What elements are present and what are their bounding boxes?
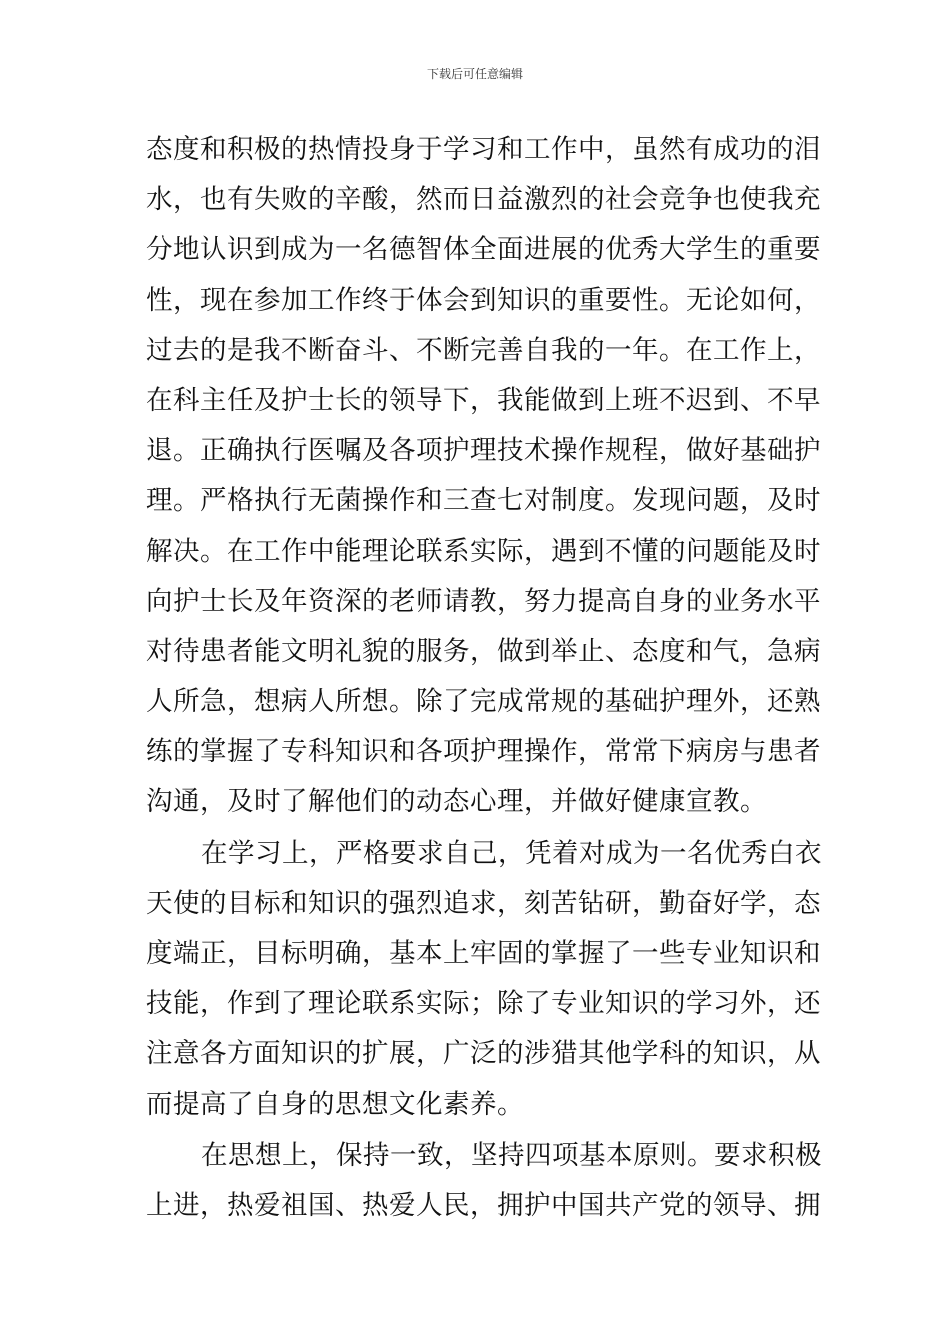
paragraph xyxy=(146,125,821,828)
text-line: 在学习上，严格要求自己，凭着对成为一名优秀白衣 xyxy=(201,837,822,869)
text-line: 向护士长及年资深的老师请教，努力提高自身的业务水平 xyxy=(146,585,821,617)
text-line: 人所急，想病人所想。除了完成常规的基础护理外，还熟 xyxy=(146,686,821,718)
text-line: 天使的目标和知识的强烈追求，刻苦钻研，勤奋好学，态 xyxy=(146,887,821,919)
paragraph xyxy=(146,829,822,1130)
text-line: 性，现在参加工作终于体会到知识的重要性。无论如何， xyxy=(146,284,821,316)
paragraph xyxy=(146,1131,822,1231)
text-line: 理。严格执行无菌操作和三查七对制度。发现问题，及时 xyxy=(146,485,821,517)
text-line: 而提高了自身的思想文化素养。 xyxy=(146,1088,524,1120)
text-line: 注意各方面知识的扩展，广泛的涉猎其他学科的知识，从 xyxy=(146,1038,821,1070)
text-line: 过去的是我不断奋斗、不断完善自我的一年。在工作上， xyxy=(146,334,821,366)
text-line: 退。正确执行医嘱及各项护理技术操作规程，做好基础护 xyxy=(146,435,821,467)
text-line: 在科主任及护士长的领导下，我能做到上班不迟到、不早 xyxy=(146,384,821,416)
text-line: 水，也有失败的辛酸，然而日益激烈的社会竞争也使我充 xyxy=(146,184,821,216)
text-line: 度端正，目标明确，基本上牢固的掌握了一些专业知识和 xyxy=(146,938,821,969)
text-line: 态度和积极的热情投身于学习和工作中，虽然有成功的泪 xyxy=(146,134,821,165)
page-header: 下载后可任意编辑 xyxy=(426,67,523,81)
document-body xyxy=(146,125,822,1231)
text-line: 练的掌握了专科知识和各项护理操作，常常下病房与患者 xyxy=(146,736,821,768)
text-line: 分地认识到成为一名德智体全面进展的优秀大学生的重要 xyxy=(146,234,821,266)
text-line: 在思想上，保持一致，坚持四项基本原则。要求积极 xyxy=(201,1139,822,1171)
text-line: 沟通，及时了解他们的动态心理，并做好健康宣教。 xyxy=(146,786,767,818)
text-line: 对待患者能文明礼貌的服务，做到举止、态度和气，急病 xyxy=(146,635,821,667)
text-line: 技能，作到了理论联系实际；除了专业知识的学习外，还 xyxy=(146,988,821,1020)
text-line: 解决。在工作中能理论联系实际，遇到不懂的问题能及时 xyxy=(146,535,821,567)
text-line: 上进，热爱祖国、热爱人民，拥护中国共产党的领导、拥 xyxy=(146,1189,821,1221)
